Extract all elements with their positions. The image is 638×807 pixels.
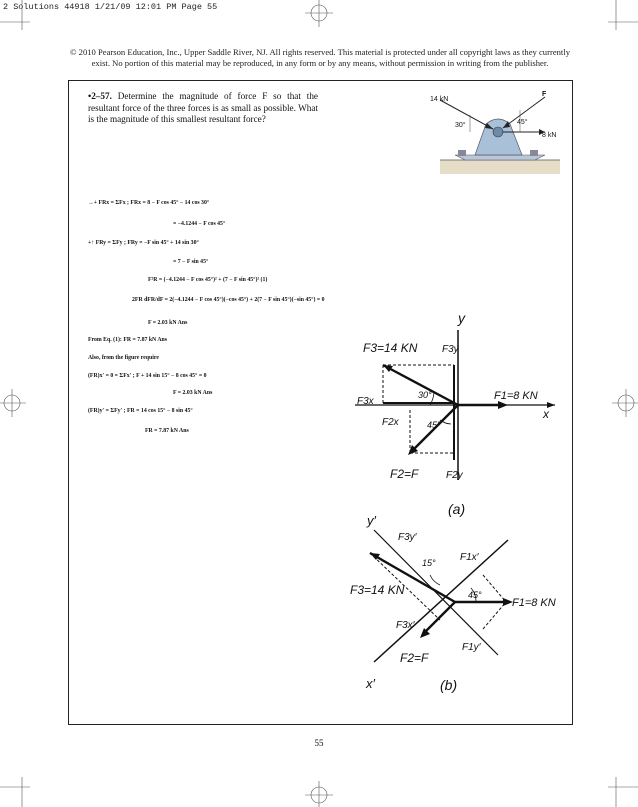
b-label-f2: F2=F <box>400 651 429 665</box>
b-label-x: x′ <box>366 676 375 691</box>
eq-line-4: = 7 − F sin 45° <box>173 259 209 265</box>
eq-line-6: 2FR dFR/dF = 2(−4.1244 − F cos 45°)(−cos 45°) + 2(7 − F sin 45°)(−sin 45°) = 0 <box>132 297 325 303</box>
a-label-f2: F2=F <box>390 467 419 481</box>
pin <box>493 127 503 137</box>
b-label-f3y: F3y′ <box>398 532 417 543</box>
bracket-figure <box>430 91 560 174</box>
a-caption: (a) <box>448 501 466 517</box>
label-F: F <box>542 91 547 98</box>
label-8kn: 8 kN <box>542 132 557 139</box>
a-label-30: 30° <box>418 390 432 400</box>
print-header: 2 Solutions 44918 1/21/09 12:01 PM Page 55 <box>3 2 218 12</box>
b-label-y: y′ <box>367 513 376 528</box>
a-label-f3y: F3y <box>442 344 459 355</box>
copyright-notice: © 2010 Pearson Education, Inc., Upper Saddle River, NJ. All rights reserved. This material is protected under all copyright laws as they currently exist. No portion of this material may be reproduced, in any form or by any means, without permission in writing from the publisher. <box>69 47 571 68</box>
label-14kn: 14 kN <box>430 96 449 103</box>
a-label-x: x <box>543 407 549 421</box>
eq-line-5: F²R = (−4.1244 − F cos 45°)² + (7 − F sin 45°)² (1) <box>148 277 268 283</box>
label-30deg: 30° <box>455 122 466 129</box>
b-label-f1x: F1x′ <box>460 552 479 563</box>
ground <box>440 160 560 174</box>
eq-line-9: Also, from the figure require <box>88 355 159 361</box>
b-label-f3: F3=14 KN <box>350 583 405 597</box>
problem-number: •2–57. <box>88 91 112 101</box>
a-label-f1: F1=8 KN <box>494 390 538 402</box>
b-label-f3x: F3x′ <box>396 620 415 631</box>
eq-line-11: F = 2.03 kN Ans <box>173 390 213 396</box>
a-label-f2x: F2x <box>382 417 399 428</box>
eq-line-7: F = 2.03 kN Ans <box>148 320 188 326</box>
eq-line-2: = −4.1244 − F cos 45° <box>173 221 226 227</box>
eq-line-3: +↑ FRy = ΣFy ; FRy = −F sin 45° + 14 sin 30° <box>88 240 199 246</box>
eq-line-10: (FR)x′ = 0 = ΣFx′ ; F + 14 sin 15° − 8 cos 45° = 0 <box>88 373 207 379</box>
problem-text: Determine the magnitude of force F so that the resultant force of the three forces is as small as possible. What is the magnitude of this smallest resultant force? <box>88 91 318 124</box>
a-label-y: y <box>458 310 465 326</box>
a-label-f3x: F3x <box>357 396 374 407</box>
page-number: 55 <box>314 738 324 748</box>
b-label-45: 45° <box>468 590 482 600</box>
b-label-15: 15° <box>422 558 436 568</box>
b-caption: (b) <box>440 677 458 693</box>
eq-line-8: From Eq. (1): FR = 7.87 kN Ans <box>88 337 168 343</box>
b-label-f1y: F1y′ <box>462 642 481 653</box>
a-label-45: 45° <box>427 420 441 430</box>
label-45deg: 45° <box>517 119 528 126</box>
eq-line-12: (FR)y′ = ΣFy′ ; FR = 14 cos 15° − 8 sin 45° <box>88 408 193 414</box>
b-label-f1: F1=8 KN <box>512 597 556 609</box>
eq-line-1: →+ FRx = ΣFx ; FRx = 8 − F cos 45° − 14 cos 30° <box>88 200 210 206</box>
a-label-f3: F3=14 KN <box>363 341 418 355</box>
eq-line-13: FR = 7.87 kN Ans <box>145 428 189 434</box>
a-label-f2y: F2y <box>446 470 463 481</box>
